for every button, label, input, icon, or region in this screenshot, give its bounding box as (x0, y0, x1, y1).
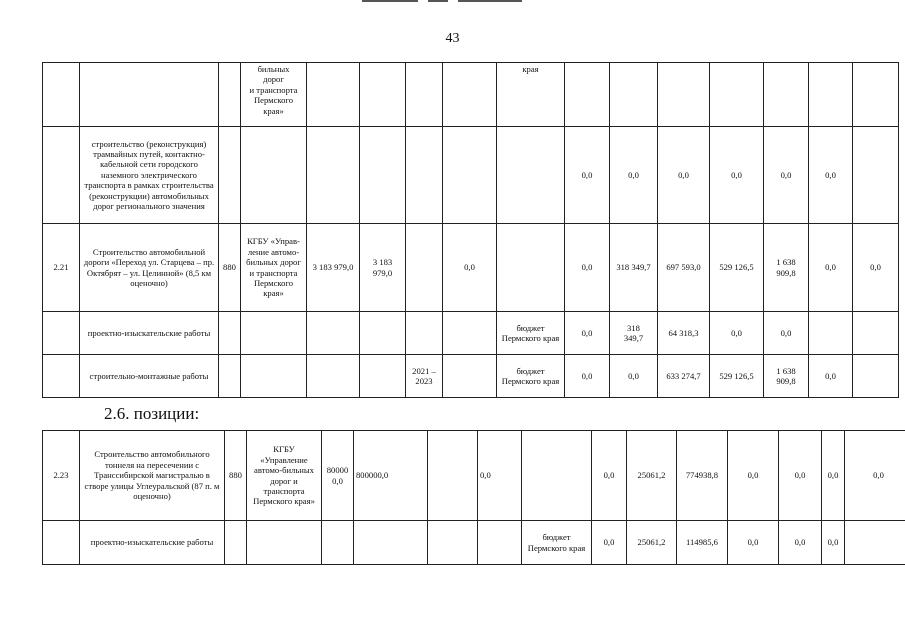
cell-value: 0,0 (728, 431, 779, 521)
cell-value: 0,0 (610, 127, 658, 224)
cell-name: строительство (реконструкция) трамвайных путей, контактно-кабельной сети городского наземного электрического транспорта в рамках строительства (реконструкции) автомобильных дорог регионального значения (80, 127, 219, 224)
cell-value: 0,0 (779, 521, 822, 565)
table-row (43, 521, 905, 565)
cell-value: 0,0 (853, 224, 899, 312)
cell-value: 0,0 (443, 224, 497, 312)
cell-name: Строительство автомобильного тоннеля на пересечении с Транссибирской магистралью в створе улицы Углеуральской (87 п. м оценочно) (80, 431, 225, 521)
table-row (43, 355, 899, 398)
section-heading: 2.6. позиции: (104, 404, 200, 423)
cell-value: 0,0 (845, 431, 905, 521)
cell-source: бюджет Пермского края (497, 355, 565, 398)
cell-value: 0,0 (565, 224, 610, 312)
budget-table-2 (42, 430, 905, 565)
cell-value: 529 126,5 (710, 355, 764, 398)
cell-value: 0,0 (809, 224, 853, 312)
cell-number: 2.23 (43, 431, 80, 521)
cell-value: 697 593,0 (658, 224, 710, 312)
cell-value: 0,0 (710, 127, 764, 224)
cell-org: КГБУ «Управ-ление автомо-бильных дорог и транспорта Пермского края» (241, 224, 307, 312)
table-row (43, 431, 905, 521)
cell-value: 0,0 (478, 431, 522, 521)
cell-code: 880 (225, 431, 247, 521)
cell-cost: 800000,0 (354, 431, 428, 521)
cell-value: 0,0 (809, 127, 853, 224)
cell-name: строительно-монтажные работы (80, 355, 219, 398)
cell-name: проектно-изыскательские работы (80, 521, 225, 565)
cell-org: бильных дорог и транспорта Пермского края» (241, 63, 307, 127)
cell-value: 0,0 (610, 355, 658, 398)
cell-value: 318 349,7 (610, 224, 658, 312)
cell-value: 0,0 (779, 431, 822, 521)
cell-value: 0,0 (658, 127, 710, 224)
cell-cost: 80000 0,0 (322, 431, 354, 521)
cell-value: 0,0 (822, 431, 845, 521)
cell-value: 0,0 (822, 521, 845, 565)
budget-table-1 (42, 62, 899, 398)
cell-number: 2.21 (43, 224, 80, 312)
cell-value: 633 274,7 (658, 355, 710, 398)
table-row (43, 312, 899, 355)
cell-name: проектно-изыскательские работы (80, 312, 219, 355)
cell-code: 880 (219, 224, 241, 312)
table-row (43, 224, 899, 312)
cell-source: края (497, 63, 565, 127)
cell-value: 25061,2 (627, 521, 677, 565)
cell-value: 114985,6 (677, 521, 728, 565)
cell-cost: 3 183 979,0 (360, 224, 406, 312)
cell-value: 25061,2 (627, 431, 677, 521)
cell-value: 0,0 (565, 127, 610, 224)
cell-name: Строительство автомобильной дороги «Переход ул. Старцева – пр. Октябрят – ул. Целинной» (8,5 км оценочно) (80, 224, 219, 312)
cell-value: 0,0 (809, 355, 853, 398)
cell-value: 0,0 (764, 127, 809, 224)
cell-value: 1 638 909,8 (764, 355, 809, 398)
table-row (43, 127, 899, 224)
cell-value: 0,0 (710, 312, 764, 355)
top-edge-marks (362, 0, 522, 3)
cell-org: КГБУ «Управление автомо-бильных дорог и транспорта Пермского края» (247, 431, 322, 521)
cell-value: 1 638 909,8 (764, 224, 809, 312)
cell-value: 774938,8 (677, 431, 728, 521)
cell-value: 0,0 (728, 521, 779, 565)
cell-value: 0,0 (592, 521, 627, 565)
cell-source: бюджет Пермского края (497, 312, 565, 355)
table-row (43, 63, 899, 127)
cell-value: 0,0 (592, 431, 627, 521)
cell-cost: 3 183 979,0 (307, 224, 360, 312)
cell-source: бюджет Пермского края (522, 521, 592, 565)
cell-value: 0,0 (764, 312, 809, 355)
cell-value: 64 318,3 (658, 312, 710, 355)
cell-years: 2021 – 2023 (406, 355, 443, 398)
cell-value: 0,0 (565, 355, 610, 398)
cell-value: 529 126,5 (710, 224, 764, 312)
cell-value: 318 349,7 (610, 312, 658, 355)
cell-value: 0,0 (565, 312, 610, 355)
page-number: 43 (445, 31, 460, 46)
